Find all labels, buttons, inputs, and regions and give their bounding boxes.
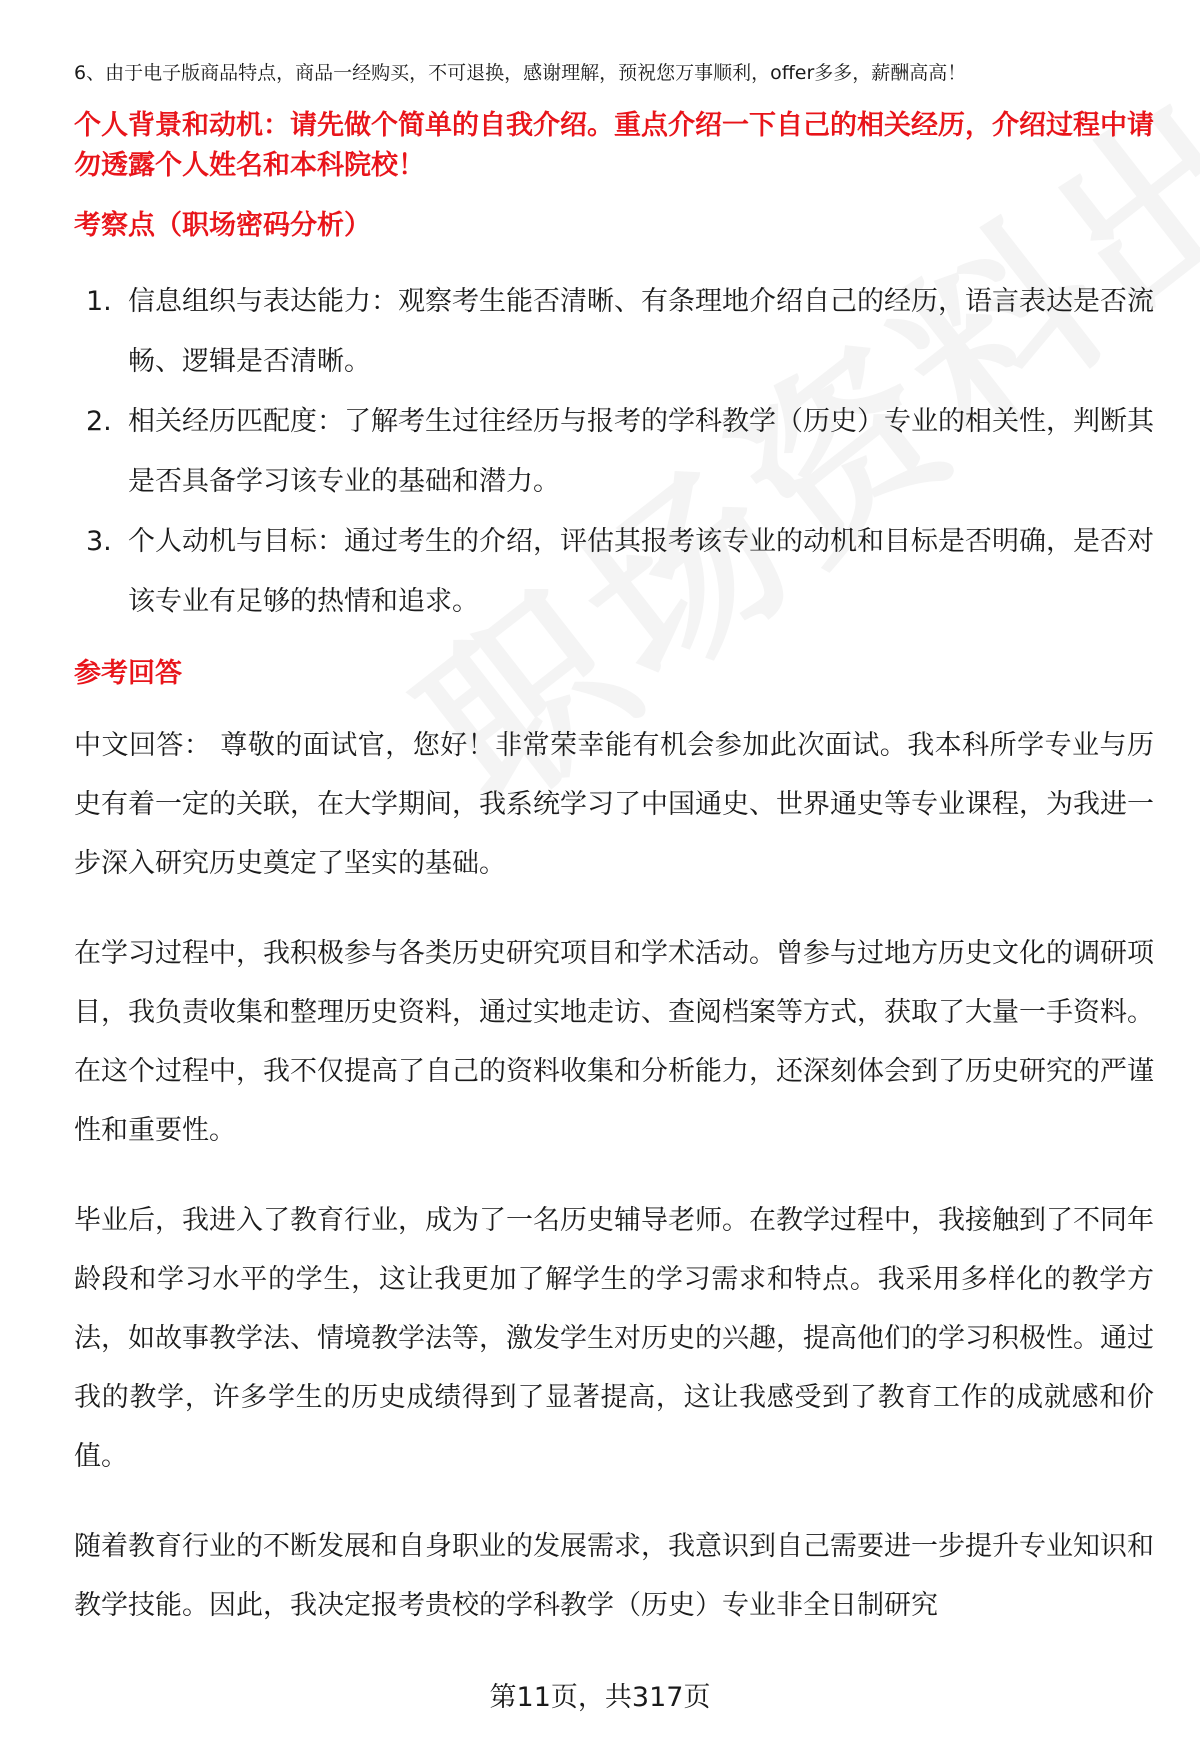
list-item-number: 1.	[86, 286, 112, 317]
purchase-notice: 6、由于电子版商品特点，商品一经购买，不可退换，感谢理解，预祝您万事顺利，offer多多，薪酬高高！	[74, 62, 967, 84]
page-number-footer: 第11页，共317页	[489, 1682, 711, 1713]
list-item	[74, 392, 1154, 512]
answer-heading: 参考回答	[74, 658, 182, 689]
page-content	[74, 58, 1154, 1666]
list-item-number: 2.	[86, 406, 112, 437]
answer-paragraph: 中文回答： 尊敬的面试官，您好！非常荣幸能有机会参加此次面试。我本科所学专业与历史有着一定的关联，在大学期间，我系统学习了中国通史、世界通史等专业课程，为我进一步深入研究历史奠定了坚实的基础。	[74, 730, 1154, 879]
list-item-number: 3.	[86, 526, 112, 557]
list-item-text: 信息组织与表达能力：观察考生能否清晰、有条理地介绍自己的经历，语言表达是否流畅、逻辑是否清晰。	[128, 286, 1154, 377]
answer-paragraph: 在学习过程中，我积极参与各类历史研究项目和学术活动。曾参与过地方历史文化的调研项目，我负责收集和整理历史资料，通过实地走访、查阅档案等方式，获取了大量一手资料。在这个过程中，我不仅提高了自己的资料收集和分析能力，还深刻体会到了历史研究的严谨性和重要性。	[74, 938, 1154, 1146]
assessment-points-list	[74, 272, 1154, 632]
assessment-heading: 考察点（职场密码分析）	[74, 210, 371, 241]
question-heading: 个人背景和动机：请先做个简单的自我介绍。重点介绍一下自己的相关经历，介绍过程中请勿透露个人姓名和本科院校！	[74, 110, 1154, 181]
answer-paragraph: 随着教育行业的不断发展和自身职业的发展需求，我意识到自己需要进一步提升专业知识和教学技能。因此，我决定报考贵校的学科教学（历史）专业非全日制研究	[74, 1531, 1154, 1621]
answer-paragraph: 毕业后，我进入了教育行业，成为了一名历史辅导老师。在教学过程中，我接触到了不同年龄段和学习水平的学生，这让我更加了解学生的学习需求和特点。我采用多样化的教学方法，如故事教学法、情境教学法等，激发学生对历史的兴趣，提高他们的学习积极性。通过我的教学，许多学生的历史成绩得到了显著提高，这让我感受到了教育工作的成就感和价值。	[74, 1205, 1154, 1472]
list-item-text: 相关经历匹配度：了解考生过往经历与报考的学科教学（历史）专业的相关性，判断其是否具备学习该专业的基础和潜力。	[128, 406, 1154, 497]
list-item	[74, 272, 1154, 392]
list-item	[74, 512, 1154, 632]
list-item-text: 个人动机与目标：通过考生的介绍，评估其报考该专业的动机和目标是否明确，是否对该专业有足够的热情和追求。	[128, 526, 1154, 617]
